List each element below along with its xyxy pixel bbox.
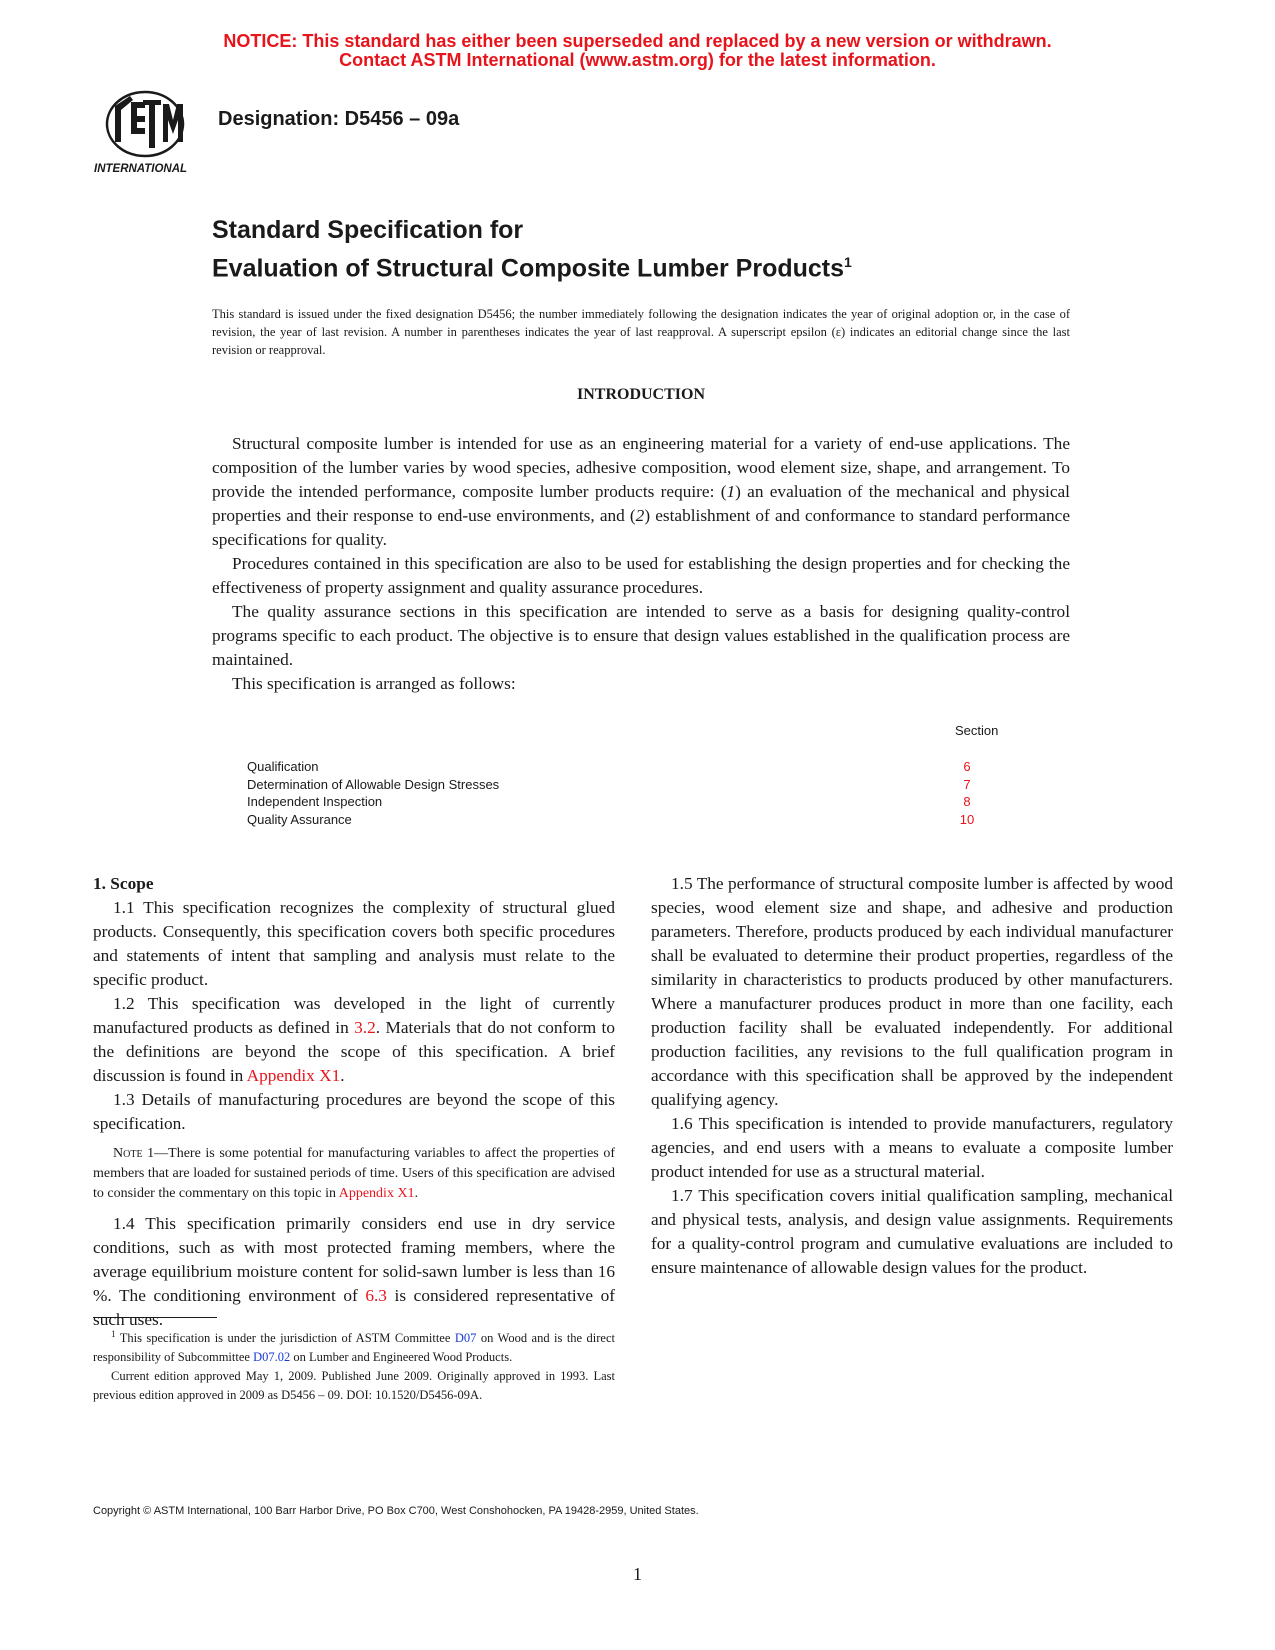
copyright: Copyright © ASTM International, 100 Barr Harbor Drive, PO Box C700, West Conshohocken, PA 19428-2959, United States.	[93, 1505, 699, 1517]
document-title	[212, 214, 852, 284]
scope-1-2-text-a: 1.2 This specification was developed in the light of currently manufactured products as defined in	[93, 994, 615, 1037]
arrangement-table	[247, 758, 987, 828]
scope-1-3: 1.3 Details of manufacturing procedures are beyond the scope of this specification.	[93, 1090, 615, 1133]
arrangement-row	[247, 758, 987, 776]
issuance-statement: This standard is issued under the fixed designation D5456; the number immediately following the designation indicates the year of original adoption or, in the case of revision, the year of last revision. A number in parentheses indicates the year of last reapproval. A superscript epsilon (ε) indicates an editorial change since the last revision or reapproval.	[212, 307, 1070, 357]
intro-paragraph-1	[212, 432, 1070, 552]
intro-paragraph-2: Procedures contained in this specification are also to be used for establishing the design properties and for checking the effectiveness of property assignment and quality assurance procedures.	[212, 554, 1070, 597]
intro-paragraph-3: The quality assurance sections in this specification are intended to serve as a basis for designing quality-control programs specific to each product. The objective is to ensure that design values established in the qualification process are maintained.	[212, 602, 1070, 669]
logo-label: INTERNATIONAL	[94, 163, 188, 175]
subcommittee-d07-02-link[interactable]: D07.02	[253, 1350, 291, 1365]
arrangement-row	[247, 793, 987, 811]
scope-1-1: 1.1 This specification recognizes the complexity of structural glued products. Consequently, this specification covers both specific procedures and statements of intent that sampling and analysis must relate to the specific product.	[93, 898, 615, 989]
title-footnote-mark[interactable]: 1	[844, 254, 852, 270]
intro-p1-text-c: ) establishment of and conformance to standard performance specifications for quality.	[212, 506, 1070, 549]
title-line-2-text: Evaluation of Structural Composite Lumber Products	[212, 254, 845, 283]
committee-d07-link[interactable]: D07	[454, 1331, 477, 1346]
scope-1-6: 1.6 This specification is intended to provide manufacturers, regulatory agencies, and end users with a means to evaluate a composite lumber product intended for use as a structural material.	[651, 1114, 1173, 1181]
scope-right-column	[651, 872, 1173, 1280]
arrangement-row	[247, 776, 987, 794]
notice-line-2: Contact ASTM International (www.astm.org) for the latest information.	[339, 50, 936, 70]
arrangement-section-link[interactable]: 10	[959, 811, 975, 827]
title-line-2	[212, 246, 852, 284]
section-3-2-link[interactable]: 3.2	[354, 1018, 376, 1037]
intro-paragraph-4: This specification is arranged as follows:	[232, 674, 516, 693]
footnote	[93, 1325, 615, 1405]
section-6-3-link[interactable]: 6.3	[365, 1286, 387, 1305]
appendix-x1-link[interactable]: Appendix X1	[338, 1186, 415, 1201]
arrangement-section-link[interactable]: 7	[963, 776, 971, 792]
footnote-text-c: on Lumber and Engineered Wood Products.	[290, 1350, 513, 1365]
scope-1-4-text-a: 1.4 This specification primarily considers end use in dry service conditions, such as with most protected framing members, where the average equilibrium moisture content for solid-sawn lumber is less than 16 %. The conditioning environment of	[93, 1214, 615, 1305]
page-number: 1	[633, 1564, 642, 1584]
footnote-text-b: on Wood and is the direct responsibility of Subcommittee	[93, 1331, 615, 1365]
scope-1-2-text-b: . Materials that do not conform to the definitions are beyond the scope of this specification. A brief discussion is found in	[93, 1018, 615, 1085]
arrangement-label: Qualification	[247, 759, 319, 774]
note-text-b: .	[414, 1186, 419, 1201]
intro-p1-item-2: 2	[635, 506, 645, 525]
footnote-mark: 1	[111, 1329, 116, 1339]
notice-line-1: NOTICE: This standard has either been superseded and replaced by a new version or withdrawn.	[223, 31, 1052, 51]
scope-left-column	[93, 872, 615, 1332]
arrangement-section-link[interactable]: 8	[963, 794, 971, 810]
scope-1-5: 1.5 The performance of structural composite lumber is affected by wood species, wood element size and shape, and adhesive and production parameters. Therefore, products produced by each individual manufacturer shall be evaluated to determine their product properties, regardless of the similarity in characteristics to products produced by other manufacturers. Where a manufacturer produces product in more than one facility, each production facility shall be evaluated independently. For additional production facilities, any revisions to the full qualification program in accordance with this specification shall be approved by the independent qualifying agency.	[651, 874, 1173, 1109]
arrangement-section-header: Section	[955, 723, 999, 738]
arrangement-section-link[interactable]: 6	[963, 759, 971, 774]
withdrawal-notice	[0, 32, 1275, 70]
arrangement-label: Quality Assurance	[247, 811, 352, 827]
designation: Designation: D5456 – 09a	[218, 108, 460, 130]
arrangement-label: Independent Inspection	[247, 794, 383, 810]
scope-1-2-text-c: .	[340, 1066, 345, 1085]
intro-p1-text-a: Structural composite lumber is intended for use as an engineering material for a variety of end-use applications. The composition of the lumber varies by wood species, adhesive composition, wood element size, shape, and arrangement. To provide the intended performance, composite lumber products require: (	[212, 434, 1070, 501]
scope-1-4-text-b: is considered representative of such uses.	[93, 1286, 615, 1329]
footnote-1	[93, 1325, 615, 1367]
intro-p1-item-1: 1	[726, 482, 736, 501]
scope-1-4	[93, 1212, 615, 1332]
appendix-x1-link[interactable]: Appendix X1	[246, 1066, 341, 1085]
astm-logo	[93, 86, 201, 186]
footnote-divider	[93, 1317, 217, 1318]
scope-1-7: 1.7 This specification covers initial qualification sampling, mechanical and physical tests, analysis, and design value assignments. Requirements for a quality-control program and cumulative evaluations are included to ensure maintenance of allowable design values for the product.	[651, 1186, 1173, 1277]
scope-heading: 1. Scope	[93, 874, 154, 893]
note-text-a: 1—There is some potential for manufacturing variables to affect the properties of members that are loaded for sustained periods of time. Users of this specification are advised to consider the commentary on this topic in	[93, 1146, 615, 1201]
note-label: Note	[113, 1146, 143, 1161]
footnote-text-a: This specification is under the jurisdiction of ASTM Committee	[115, 1331, 455, 1346]
introduction-body	[212, 432, 1070, 696]
intro-p1-text-b: ) an evaluation of the mechanical and physical properties and their response to end-use environments, and (	[212, 482, 1070, 525]
title-line-1: Standard Specification for	[212, 216, 524, 244]
scope-1-2	[93, 992, 615, 1088]
arrangement-row	[247, 811, 987, 829]
introduction-heading: INTRODUCTION	[576, 386, 705, 403]
note-1	[93, 1144, 615, 1204]
arrangement-label: Determination of Allowable Design Stresses	[247, 776, 500, 792]
footnote-edition: Current edition approved May 1, 2009. Published June 2009. Originally approved in 1993. Last previous edition approved in 2009 as D5456 – 09. DOI: 10.1520/D5456-09A.	[93, 1369, 615, 1403]
